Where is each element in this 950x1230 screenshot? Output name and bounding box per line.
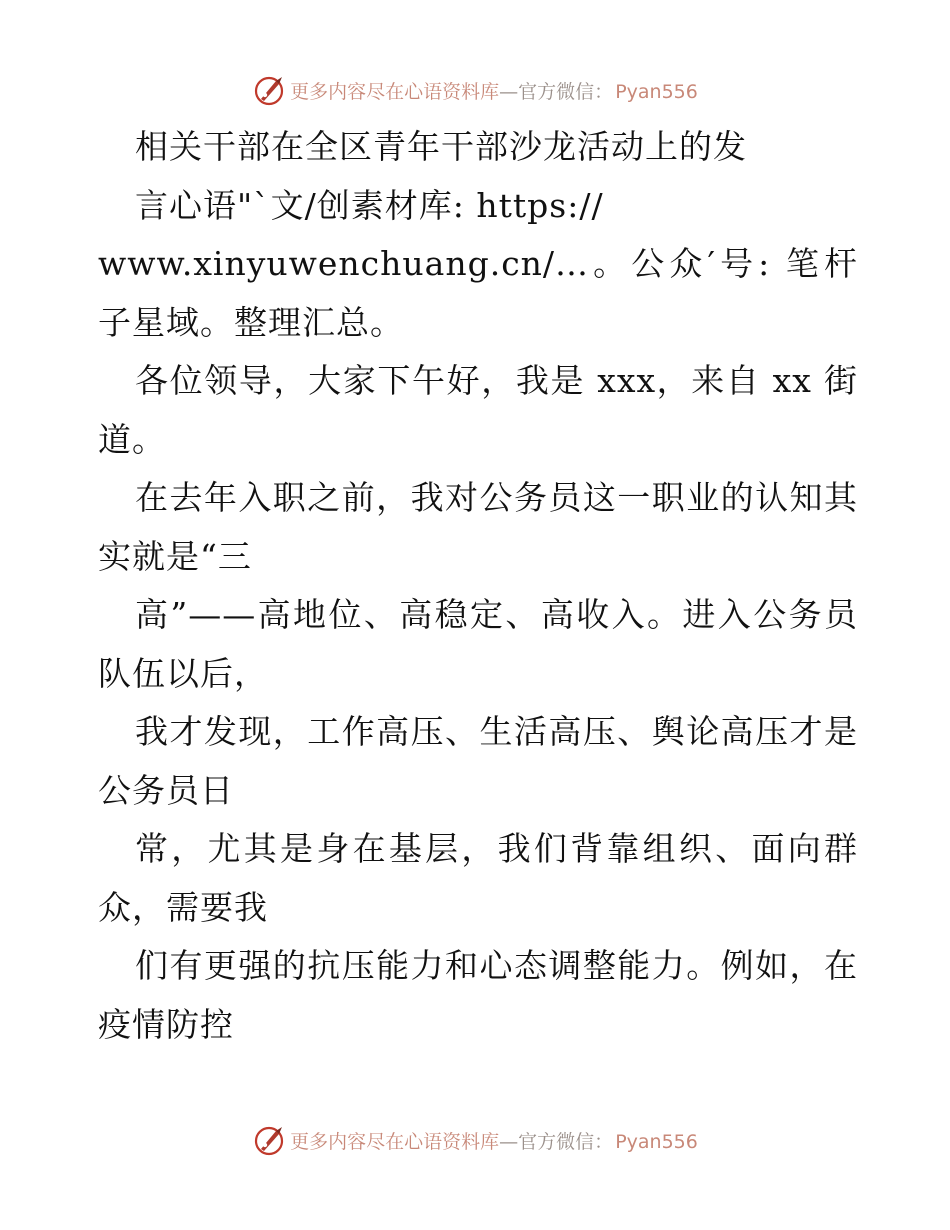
header-banner-text (290, 77, 698, 104)
header-wechat-id: Pyan556 (615, 80, 698, 103)
paragraph-2: 言心语"`文/创素材库: https:// (135, 185, 604, 225)
header-banner-sub: —官方微信： (499, 80, 614, 103)
quill-logo-icon (252, 1123, 286, 1157)
paragraph-7: 我才发现，工作高压、生活高压、舆论高压才是公务员日 (98, 712, 858, 810)
footer-wechat-id: Pyan556 (615, 1130, 698, 1153)
document-body (98, 118, 858, 1054)
footer-banner-title: 更多内容尽在心语资料库 (290, 1130, 500, 1153)
header-watermark-banner (0, 68, 950, 112)
paragraph-9: 们有更强的抗压能力和心态调整能力。例如，在疫情防控 (98, 946, 858, 1044)
footer-watermark-banner (0, 1118, 950, 1162)
paragraph-1: 相关干部在全区青年干部沙龙活动上的发 (135, 127, 747, 166)
paragraph-6: 高”——高地位、高稳定、高收入。进入公务员队伍以后， (98, 595, 858, 693)
paragraph-8: 常，尤其是身在基层，我们背靠组织、面向群众，需要我 (98, 829, 858, 927)
paragraph-3: www.xinyuwenchuang.cn/…。公众′号: 笔杆子星域。整理汇总。 (98, 244, 858, 342)
footer-banner-sub: —官方微信： (499, 1130, 614, 1153)
footer-banner-text (290, 1127, 698, 1154)
paragraph-4: 各位领导，大家下午好，我是 xxx，来自 xx 街道。 (98, 361, 858, 459)
header-banner-title: 更多内容尽在心语资料库 (290, 80, 500, 103)
quill-logo-icon (252, 73, 286, 107)
paragraph-5: 在去年入职之前，我对公务员这一职业的认知其实就是“三 (98, 478, 858, 576)
